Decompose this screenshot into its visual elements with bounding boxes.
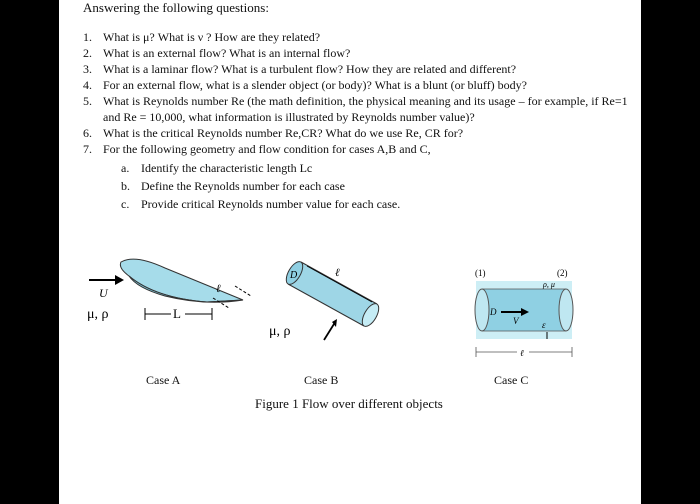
fluid-properties-label: μ, ρ	[87, 307, 109, 322]
document-page	[59, 0, 641, 504]
sub-question-letter: b.	[121, 179, 130, 193]
figure-caption: Figure 1 Flow over different objects	[255, 396, 443, 411]
question-text: What is the critical Reynolds number Re,CR? What do we use Re, CR for?	[103, 126, 464, 140]
question-list	[83, 29, 639, 213]
pipe-inlet-face	[475, 289, 489, 331]
question-number: 1.	[83, 30, 92, 44]
case-a-figure	[85, 250, 265, 350]
question-item	[83, 125, 639, 141]
airfoil-top-surface	[120, 259, 243, 302]
question-text: For the following geometry and flow condition for cases A,B and C,	[103, 142, 431, 156]
flow-arrow-shaft	[324, 324, 334, 340]
diameter-label: D	[490, 307, 497, 317]
question-text: What is a laminar flow? What is a turbulent flow? How they are related and different?	[103, 62, 517, 76]
sub-question-item	[83, 177, 639, 195]
case-c-figure	[473, 268, 577, 364]
pipe-outlet-face	[559, 289, 573, 331]
sub-question-text: Identify the characteristic length Lc	[141, 161, 313, 175]
velocity-label: U	[99, 286, 108, 300]
document-heading: Answering the following questions:	[83, 0, 269, 15]
sub-question-letter: c.	[121, 197, 130, 211]
case-b-diagram	[267, 256, 387, 346]
case-a-diagram	[85, 250, 265, 350]
question-item	[83, 93, 639, 125]
question-text: For an external flow, what is a slender object (or body)? What is a blunt (or bluff) body?	[103, 78, 527, 92]
question-item	[83, 29, 639, 45]
sub-question-text: Provide critical Reynolds number value for each case.	[141, 197, 401, 211]
sub-question-letter: a.	[121, 161, 130, 175]
sub-question-item	[83, 195, 639, 213]
inlet-label: (1)	[475, 268, 486, 278]
question-item	[83, 77, 639, 93]
case-c-caption: Case C	[494, 373, 529, 387]
fluid-properties-label: μ, ρ	[269, 324, 291, 339]
span-dim-line-top	[235, 286, 251, 296]
question-number: 2.	[83, 46, 92, 60]
velocity-label: V	[513, 316, 519, 326]
fluid-properties-label: ρ, μ	[543, 280, 555, 289]
question-number: 7.	[83, 142, 92, 156]
outlet-label: (2)	[557, 268, 568, 278]
question-item	[83, 45, 639, 61]
question-text: What is an external flow? What is an internal flow?	[103, 46, 351, 60]
question-text: What is Reynolds number Re (the math definition, the physical meaning and its usage – for example, if Re=1 and Re = 10,000, what information is illustrated by Reynolds number value)?	[103, 94, 628, 124]
edge-length-label: ℓ	[216, 283, 221, 295]
question-number: 6.	[83, 126, 92, 140]
length-label: ℓ	[520, 348, 524, 358]
question-number: 5.	[83, 94, 92, 108]
velocity-arrow-head	[115, 275, 124, 285]
wall-roughness-label: ε	[542, 320, 546, 330]
diameter-label: D	[290, 270, 298, 281]
length-label: L	[173, 306, 181, 321]
length-label: ℓ	[335, 267, 340, 279]
question-text: What is μ? What is ν ? How are they related?	[103, 30, 321, 44]
case-c-diagram	[473, 268, 577, 364]
sub-question-list	[83, 159, 639, 213]
case-a-caption: Case A	[146, 373, 181, 387]
question-number: 3.	[83, 62, 92, 76]
sub-question-text: Define the Reynolds number for each case	[141, 179, 345, 193]
case-b-figure	[267, 256, 387, 346]
question-number: 4.	[83, 78, 92, 92]
sub-question-item	[83, 159, 639, 177]
question-item	[83, 61, 639, 77]
question-item	[83, 141, 639, 157]
case-b-caption: Case B	[304, 373, 339, 387]
